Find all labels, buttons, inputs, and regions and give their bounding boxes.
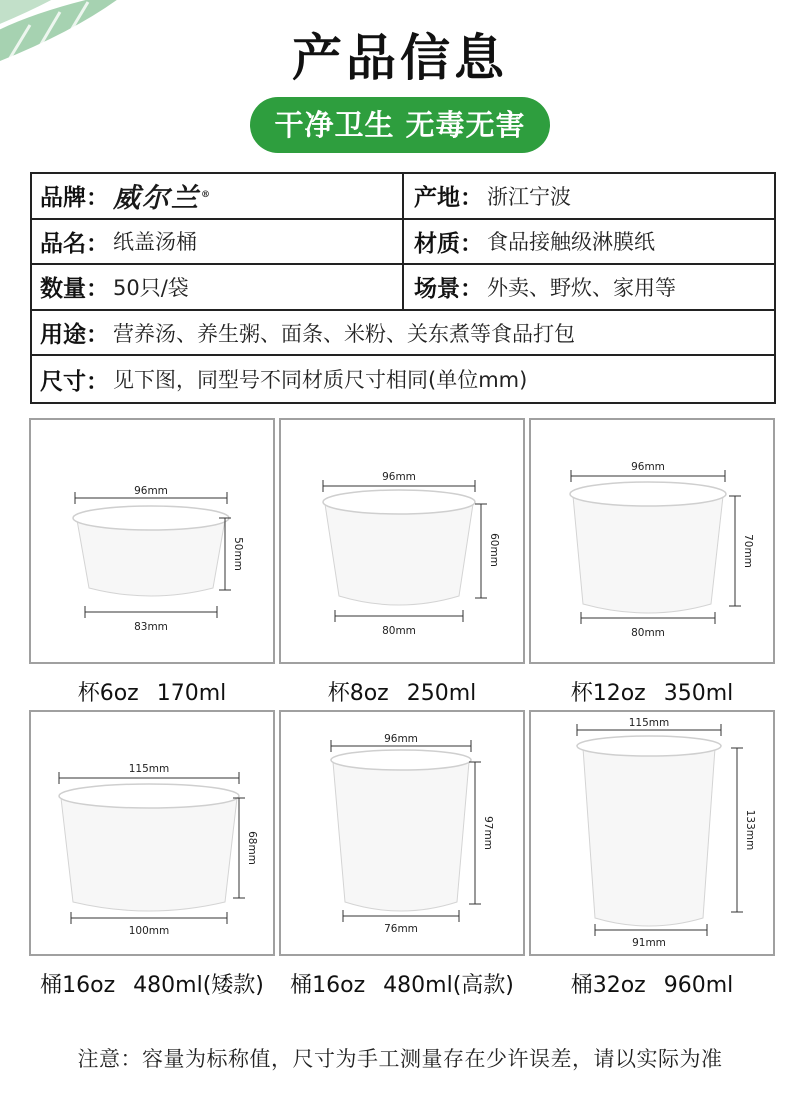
bucket-32oz-bottom-dim: 91mm bbox=[632, 937, 666, 949]
cup-6oz-name: 杯6oz bbox=[77, 681, 139, 706]
quantity-label: 数量： bbox=[40, 276, 109, 303]
size-value: 见下图，同型号不同材质尺寸相同(单位mm) bbox=[113, 368, 528, 393]
caption-bucket-32oz bbox=[529, 968, 775, 999]
cup-8oz-bottom-dim: 80mm bbox=[382, 625, 416, 637]
bucket-32oz-top-dim: 115mm bbox=[628, 717, 670, 729]
name-cell bbox=[32, 220, 404, 264]
scene-cell bbox=[404, 265, 774, 309]
product-card-bucket-32oz bbox=[529, 710, 775, 956]
cup-6oz-top-dim: 96mm bbox=[134, 485, 168, 497]
info-row-usage bbox=[32, 311, 774, 357]
caption-bucket-16oz-tall bbox=[267, 968, 537, 999]
origin-value: 浙江宁波 bbox=[487, 184, 571, 209]
caption-cup-8oz bbox=[279, 676, 525, 707]
bucket-16oz-short-illustration bbox=[31, 712, 277, 958]
material-value: 食品接触级淋膜纸 bbox=[487, 230, 655, 255]
caption-bucket-16oz-short bbox=[17, 968, 287, 999]
bucket-32oz-name: 桶32oz bbox=[570, 973, 646, 998]
bucket-16oz-short-volume: 480ml(矮款) bbox=[133, 973, 264, 998]
cup-6oz-volume: 170ml bbox=[156, 681, 227, 706]
cup-6oz-height-dim: 50mm bbox=[232, 537, 244, 571]
brand-logo-text: 威尔兰 bbox=[113, 183, 200, 215]
origin-label: 产地： bbox=[414, 185, 483, 212]
measurement-note: 注意：容量为标称值，尺寸为手工测量存在少许误差，请以实际为准 bbox=[77, 1047, 723, 1071]
bucket-16oz-tall-height-dim: 97mm bbox=[482, 816, 494, 850]
material-cell bbox=[404, 220, 774, 264]
usage-value: 营养汤、养生粥、面条、米粉、关东煮等食品打包 bbox=[113, 321, 575, 346]
bucket-16oz-tall-illustration bbox=[281, 712, 527, 958]
cup-12oz-name: 杯12oz bbox=[570, 681, 646, 706]
name-value: 纸盖汤桶 bbox=[113, 230, 197, 255]
quantity-cell bbox=[32, 265, 404, 309]
registered-mark: ® bbox=[201, 190, 212, 201]
cup-8oz-illustration bbox=[281, 420, 527, 666]
page-title: 产品信息 bbox=[292, 29, 508, 87]
brand-cell bbox=[32, 174, 404, 218]
name-label: 品名： bbox=[40, 230, 109, 257]
product-info-table bbox=[30, 172, 776, 404]
bucket-16oz-tall-volume: 480ml(高款) bbox=[383, 973, 514, 998]
brand-label: 品牌： bbox=[40, 185, 109, 212]
bucket-16oz-tall-top-dim: 96mm bbox=[384, 733, 418, 745]
size-label: 尺寸： bbox=[40, 368, 109, 395]
bucket-16oz-tall-name: 桶16oz bbox=[290, 973, 366, 998]
scene-value: 外卖、野炊、家用等 bbox=[487, 275, 676, 300]
material-label: 材质： bbox=[414, 230, 483, 257]
bucket-16oz-tall-bottom-dim: 76mm bbox=[384, 923, 418, 935]
product-card-cup-12oz bbox=[529, 418, 775, 664]
usage-cell bbox=[32, 311, 774, 355]
bucket-16oz-short-name: 桶16oz bbox=[40, 973, 116, 998]
cup-8oz-top-dim: 96mm bbox=[382, 471, 416, 483]
info-row-brand bbox=[32, 174, 774, 220]
info-row-size bbox=[32, 356, 774, 402]
info-row-name bbox=[32, 220, 774, 266]
bucket-16oz-short-height-dim: 68mm bbox=[246, 831, 258, 865]
size-cell bbox=[32, 356, 774, 402]
brand-logo bbox=[113, 176, 212, 215]
cup-12oz-height-dim: 70mm bbox=[742, 534, 754, 568]
product-card-bucket-16oz-short bbox=[29, 710, 275, 956]
product-card-cup-6oz bbox=[29, 418, 275, 664]
cup-12oz-illustration bbox=[531, 420, 777, 666]
cup-12oz-bottom-dim: 80mm bbox=[631, 627, 665, 639]
bucket-16oz-short-top-dim: 115mm bbox=[128, 763, 170, 775]
cup-6oz-bottom-dim: 83mm bbox=[134, 621, 168, 633]
hygiene-badge: 干净卫生 无毒无害 bbox=[250, 97, 550, 153]
cup-12oz-top-dim: 96mm bbox=[631, 461, 665, 473]
cup-6oz-illustration bbox=[31, 420, 277, 666]
product-card-bucket-16oz-tall bbox=[279, 710, 525, 956]
caption-cup-6oz bbox=[29, 676, 275, 707]
product-card-cup-8oz bbox=[279, 418, 525, 664]
caption-cup-12oz bbox=[529, 676, 775, 707]
cup-8oz-volume: 250ml bbox=[406, 681, 477, 706]
bucket-32oz-volume: 960ml bbox=[663, 973, 734, 998]
cup-8oz-name: 杯8oz bbox=[327, 681, 389, 706]
scene-label: 场景： bbox=[414, 276, 483, 303]
quantity-value: 50只/袋 bbox=[113, 275, 189, 300]
bucket-32oz-illustration bbox=[531, 712, 777, 958]
cup-8oz-height-dim: 60mm bbox=[488, 533, 500, 567]
usage-label: 用途： bbox=[40, 322, 109, 349]
origin-cell bbox=[404, 174, 774, 218]
cup-12oz-volume: 350ml bbox=[663, 681, 734, 706]
bucket-16oz-short-bottom-dim: 100mm bbox=[128, 925, 170, 937]
bucket-32oz-height-dim: 133mm bbox=[744, 809, 756, 851]
info-row-quantity bbox=[32, 265, 774, 311]
